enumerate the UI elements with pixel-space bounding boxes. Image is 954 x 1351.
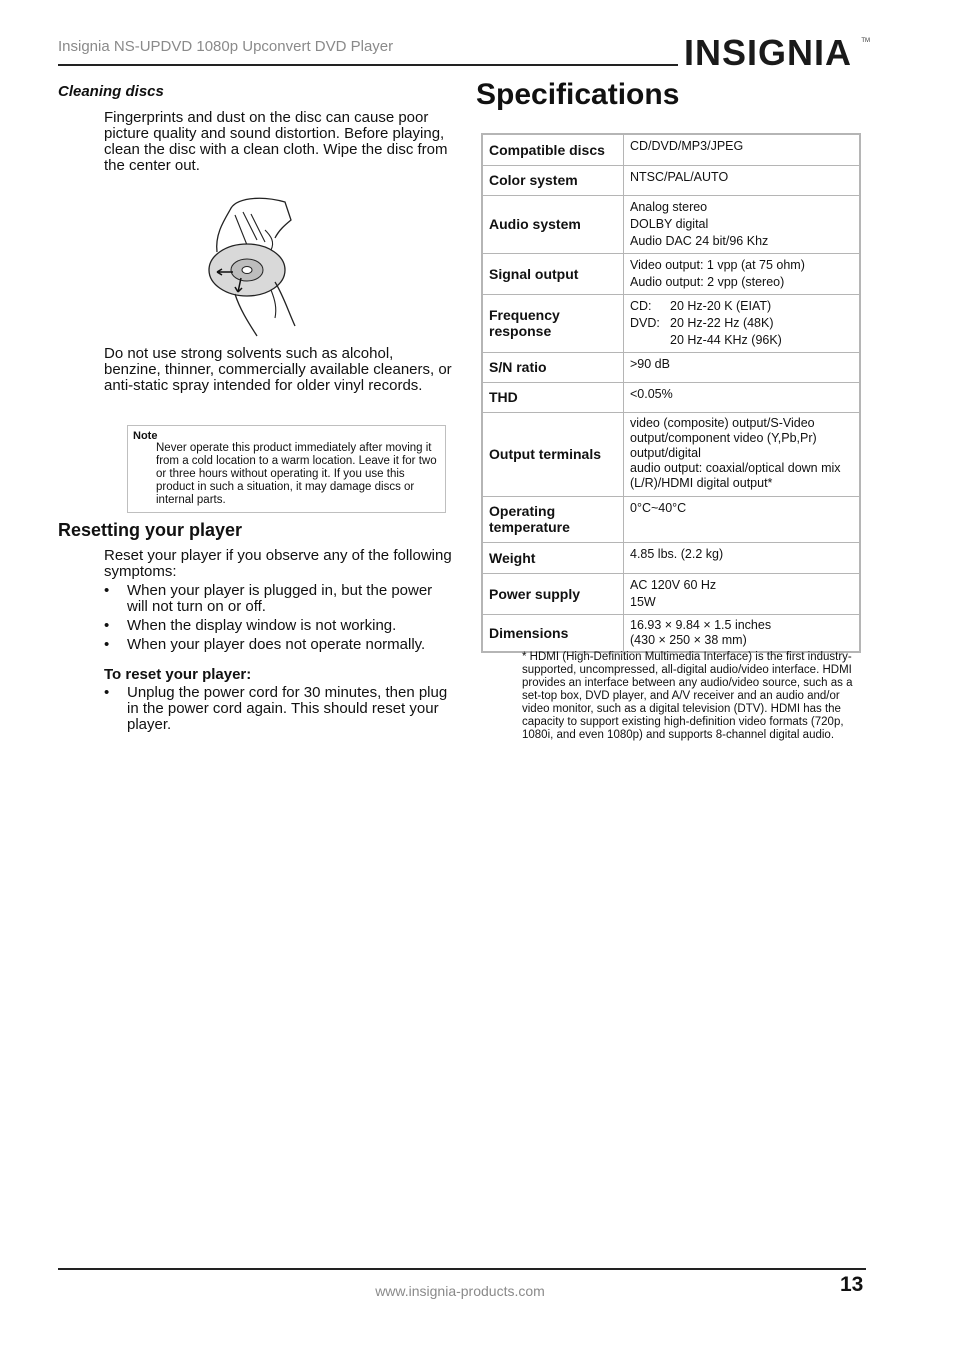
cleaning-paragraph-2: Do not use strong solvents such as alcohol, benzine, thinner, commercially available cleaners, or anti-static spray intended for older vinyl records. xyxy=(104,345,452,394)
spec-label: Compatible discs xyxy=(482,134,624,165)
table-row xyxy=(482,412,860,496)
running-header-title: Insignia NS-UPDVD 1080p Upconvert DVD Player xyxy=(58,38,394,55)
spec-value-line: video (composite) output/S-Video output/component video (Y,Pb,Pr) output/digital xyxy=(630,415,817,460)
spec-value-line: AC 120V 60 Hz xyxy=(630,577,717,592)
spec-value: 4.85 lbs. (2.2 kg) xyxy=(624,542,861,573)
table-row xyxy=(482,573,860,614)
list-item xyxy=(104,618,454,634)
disc-cleaning-illustration xyxy=(205,190,305,340)
spec-value-line: (430 × 250 × 38 mm) xyxy=(630,632,747,647)
spec-label: Dimensions xyxy=(482,614,624,652)
spec-value-line: 15W xyxy=(630,594,656,609)
spec-value-line: DOLBY digital xyxy=(630,216,709,231)
symptom-text: When your player does not operate normally. xyxy=(127,636,426,653)
footer-rule xyxy=(58,1268,866,1270)
footer-url[interactable]: www.insignia-products.com xyxy=(375,1283,545,1299)
list-item xyxy=(104,685,454,733)
specifications-table xyxy=(481,133,861,653)
table-row xyxy=(482,542,860,573)
logo-wordmark: INSIGNIA xyxy=(684,32,853,73)
resetting-heading: Resetting your player xyxy=(58,520,243,540)
freq-cd-label: CD: xyxy=(630,298,652,313)
insignia-logo xyxy=(684,30,870,80)
spec-value-line: Analog stereo xyxy=(630,199,708,214)
to-reset-heading: To reset your player: xyxy=(104,666,252,683)
note-label: Note xyxy=(133,430,158,442)
spec-value: >90 dB xyxy=(624,352,861,382)
freq-dvd-label: DVD: xyxy=(630,315,660,330)
spec-value-line: Audio DAC 24 bit/96 Khz xyxy=(630,233,769,248)
bullet: • xyxy=(104,582,110,599)
spec-value xyxy=(624,412,861,496)
spec-value xyxy=(624,253,861,294)
reset-intro: Reset your player if you observe any of the following symptoms: xyxy=(104,547,452,580)
spec-value: <0.05% xyxy=(624,382,861,412)
reset-steps-list xyxy=(104,685,454,736)
spec-value-line: 16.93 × 9.84 × 1.5 inches xyxy=(630,617,772,632)
spec-label: Signal output xyxy=(482,253,624,294)
table-row xyxy=(482,294,860,352)
table-row xyxy=(482,165,860,195)
spec-label: Audio system xyxy=(482,195,624,253)
symptom-text: When the display window is not working. xyxy=(127,617,397,634)
note-box xyxy=(127,425,446,513)
page-number: 13 xyxy=(840,1273,864,1296)
spec-label: Weight xyxy=(482,542,624,573)
spec-label: Power supply xyxy=(482,573,624,614)
spec-value xyxy=(624,614,861,652)
spec-value xyxy=(624,573,861,614)
specifications-title: Specifications xyxy=(476,78,680,111)
reset-step-text: Unplug the power cord for 30 minutes, then plug in the power cord again. This should reset your player. xyxy=(127,684,448,733)
freq-cd-value: 20 Hz-20 K (EIAT) xyxy=(670,298,772,313)
table-row xyxy=(482,134,860,165)
table-row xyxy=(482,253,860,294)
spec-label: Frequency response xyxy=(482,294,624,352)
spec-value: CD/DVD/MP3/JPEG xyxy=(624,134,861,165)
table-row xyxy=(482,496,860,542)
spec-label: THD xyxy=(482,382,624,412)
bullet: • xyxy=(104,617,110,634)
table-row xyxy=(482,382,860,412)
symptom-list xyxy=(104,583,454,656)
logo-trademark: TM xyxy=(861,38,870,44)
spec-value-line: Video output: 1 vpp (at 75 ohm) xyxy=(630,257,805,272)
spec-value-line: audio output: coaxial/optical down mix (L/R)/HDMI digital output* xyxy=(630,460,841,490)
spec-value: NTSC/PAL/AUTO xyxy=(624,165,861,195)
cleaning-paragraph-1: Fingerprints and dust on the disc can cause poor picture quality and sound distortion. Before playing, clean the disc with a clean cloth. Wipe the disc from the center out. xyxy=(104,109,448,174)
spec-value xyxy=(624,294,861,352)
freq-dvd-value-2: 20 Hz-44 KHz (96K) xyxy=(670,332,782,347)
hdmi-footnote: * HDMI (High-Definition Multimedia Interface) is the first industry-supported, uncompressed, all-digital audio/video interface. HDMI provides an interface between any audio/video source, such as a set-top box, DVD player, and A/V receiver and an audio and/or video monitor, such as a digital television (DTV). HDMI has the capacity to support existing high-definition video formats (720p, 1080i, and even 1080p) and supports 8-channel digital audio. xyxy=(522,651,853,741)
spec-value: 0°C~40°C xyxy=(624,496,861,542)
spec-value xyxy=(624,195,861,253)
spec-label: S/N ratio xyxy=(482,352,624,382)
table-row xyxy=(482,352,860,382)
list-item xyxy=(104,637,454,653)
table-row xyxy=(482,614,860,652)
symptom-text: When your player is plugged in, but the power will not turn on or off. xyxy=(127,582,433,615)
table-row xyxy=(482,195,860,253)
spec-label: Output terminals xyxy=(482,412,624,496)
bullet: • xyxy=(104,684,110,701)
spec-label: Color system xyxy=(482,165,624,195)
note-text: Never operate this product immediately after moving it from a cold location to a warm location. Leave it for two or three hours without operating it. If you use this product in such a situation, it may damage discs or internal parts. xyxy=(156,442,437,506)
spec-value-line: Audio output: 2 vpp (stereo) xyxy=(630,274,785,289)
spec-label: Operating temperature xyxy=(482,496,624,542)
list-item xyxy=(104,583,454,615)
header-rule xyxy=(58,64,678,66)
bullet: • xyxy=(104,636,110,653)
cleaning-discs-heading: Cleaning discs xyxy=(58,83,164,100)
freq-dvd-value-1: 20 Hz-22 Hz (48K) xyxy=(670,315,774,330)
